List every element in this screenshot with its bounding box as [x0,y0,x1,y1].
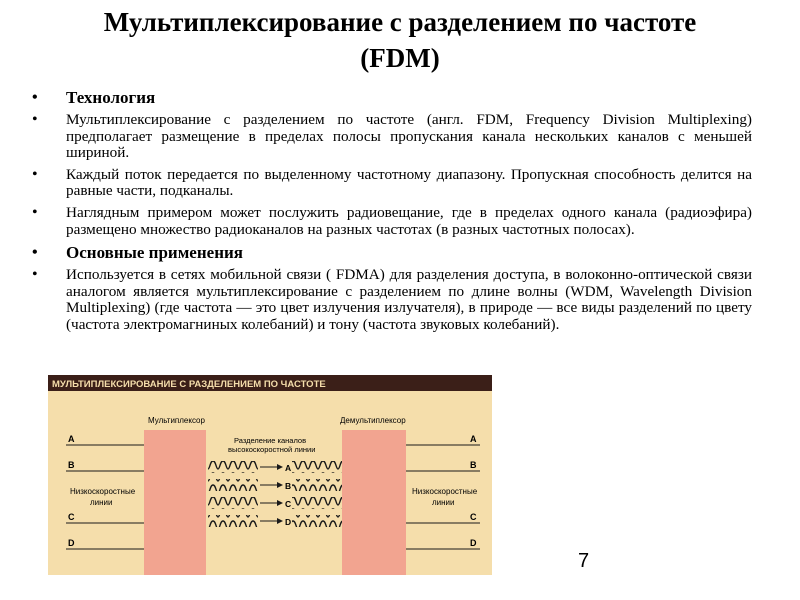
input-label-b: B [68,460,75,470]
band-b-label: B [285,481,292,491]
slide-title [0,4,800,76]
right-low-speed-label-1: Низкоскоростные [412,487,478,496]
output-label-a: A [470,434,477,444]
band-b-wave-left [208,479,258,491]
band-a-wave-left [208,461,258,473]
band-c-label: C [285,499,292,509]
band-d-wave-left [208,515,258,527]
multiplexer-block [144,430,206,575]
fdm-diagram [48,375,492,575]
left-low-speed-label-2: линии [90,498,113,507]
band-d-label: D [285,517,292,527]
left-low-speed-label-1: Низкоскоростные [70,487,136,496]
bullet-heading-technology: • Технология [32,88,752,108]
demultiplexer-label: Демультиплексор [340,416,406,425]
title-line-1: Мультиплексирование с разделением по частоте [103,7,697,37]
diagram-background [48,375,492,575]
input-label-c: C [68,512,75,522]
bullet-item: • Используется в сетях мобильной связи ( FDMA) для разделения доступа, в волоконно-оптической связи аналогом является мультиплексирование с разделением по длине волны (WDM, Wavelength Division Multiplexing) (где частота — это цвет излучения излучателя), в природе — все виды разделений по цвету (частота электромагниных колебаний) и тону (частота звуковых колебаний). [32,267,752,333]
input-label-d: D [68,538,75,548]
output-label-c: C [470,512,477,522]
slide-number: 7 [578,550,590,572]
band-c-wave-right [292,497,342,509]
band-c-wave-left [208,497,258,509]
bullet-list [32,88,752,339]
band-a-label: A [285,463,292,473]
bullet-item: • Мультиплексирование с разделением по частоте (англ. FDM, Frequency Division Multiplexing) предполагает размещение в пределах полосы пропускания канала нескольких каналов с меньшей шириной. [32,112,752,162]
band-b-wave-right [292,479,342,491]
bullet-item: • Наглядным примером может послужить радиовещание, где в пределах одного канала (радиоэфира) размещено множество радиоканалов на разных частотах (в разных частотных полосах). [32,205,752,238]
band-d-wave-right [292,515,342,527]
channel-split-label-1: Разделение каналов [234,436,307,445]
right-low-speed-label-2: линии [432,498,455,507]
output-label-d: D [470,538,477,548]
channel-split-label-2: высокоскоростной линии [228,445,316,454]
bullet-heading-applications: • Основные применения [32,243,752,263]
output-label-b: B [470,460,477,470]
bullet-item: • Каждый поток передается по выделенному частотному диапазону. Пропускная способность делится на равные части, подканалы. [32,167,752,200]
demultiplexer-block [342,430,406,575]
multiplexer-label: Мультиплексор [148,416,205,425]
band-a-wave-right [292,461,342,473]
title-line-2: (FDM) [360,43,440,73]
input-label-a: A [68,434,75,444]
diagram-header-text: МУЛЬТИПЛЕКСИРОВАНИЕ С РАЗДЕЛЕНИЕМ ПО ЧАСТОТЕ [52,379,326,390]
